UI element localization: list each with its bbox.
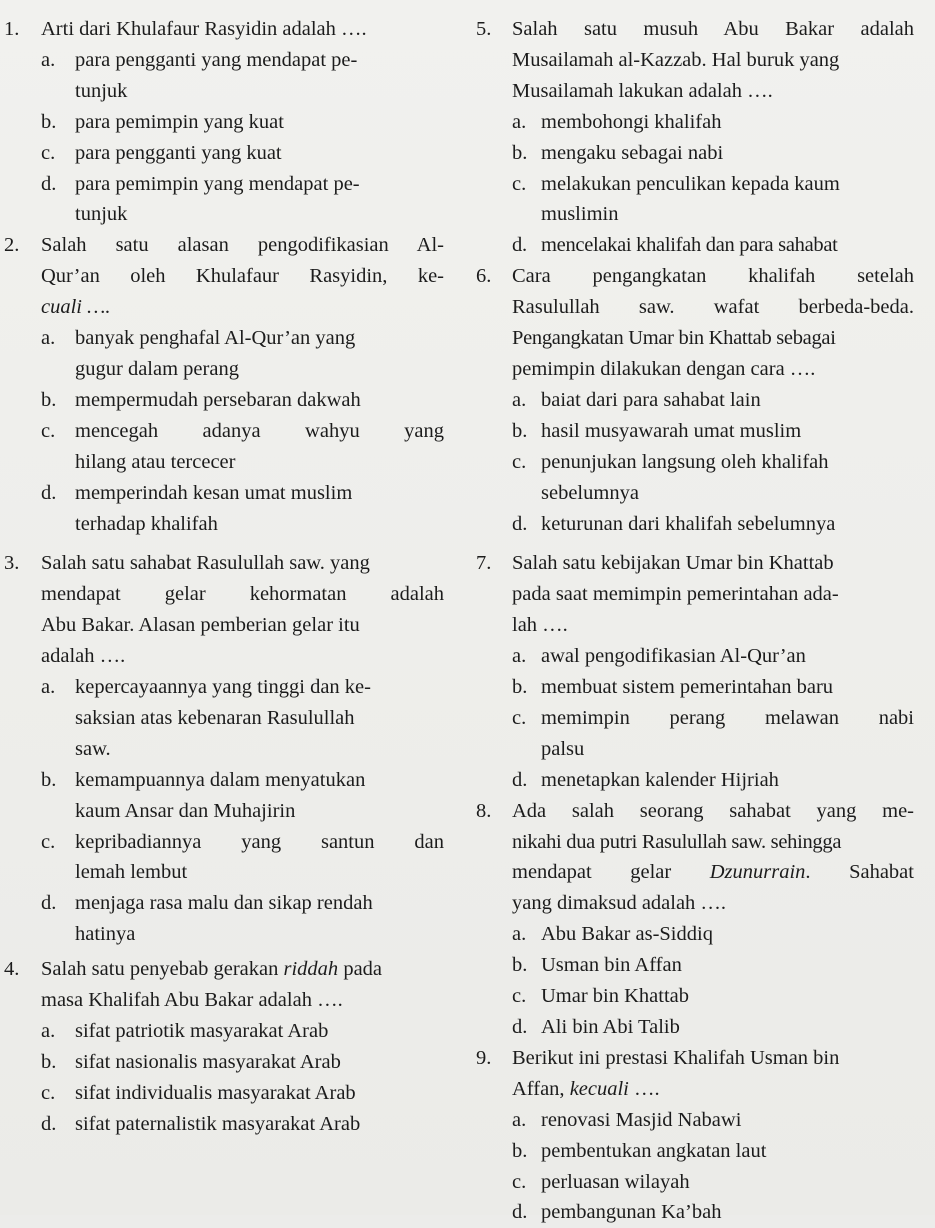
question-number: 6. xyxy=(476,265,492,288)
question-6 xyxy=(476,261,914,539)
question-stem-line: Pengangkatan Umar bin Khattab sebagai xyxy=(512,327,836,350)
question-stem: Cara pengangkatan khalifah setelah xyxy=(512,265,914,288)
option-a: a. baiat dari para sahabat lain xyxy=(512,388,761,411)
question-3 xyxy=(4,548,444,950)
question-stem-line: Affan, kecuali …. xyxy=(512,1077,660,1100)
option-b: b. hasil musyawarah umat muslim xyxy=(512,419,802,442)
question-stem: Ada salah seorang sahabat yang me- xyxy=(512,799,914,822)
question-stem: Salah satu sahabat Rasulullah saw. yang xyxy=(41,552,370,575)
option-c: c. melakukan penculikan kepada kaum muslimin xyxy=(512,172,840,226)
question-stem-line: Rasulullah saw. wafat berbeda-beda. xyxy=(512,296,914,319)
question-stem-line: yang dimaksud adalah …. xyxy=(512,892,727,915)
option-b: b. mengaku sebagai nabi xyxy=(512,141,724,164)
question-stem-line: cuali …. xyxy=(41,296,111,319)
option-c: c. para pengganti yang kuat xyxy=(41,141,282,164)
question-stem-line: Musailamah al-Kazzab. Hal buruk yang xyxy=(512,48,840,71)
question-8 xyxy=(476,796,914,1043)
question-stem: Salah satu musuh Abu Bakar adalah xyxy=(512,18,914,40)
question-number: 4. xyxy=(4,958,20,981)
option-b: b. kemampuannya dalam menyatukan kaum Ansar dan Muhajirin xyxy=(41,768,366,822)
option-c: c. memimpin perang melawan nabi palsu xyxy=(512,706,914,760)
question-stem-line: pada saat memimpin pemerintahan ada- xyxy=(512,583,839,606)
option-d: d. sifat paternalistik masyarakat Arab xyxy=(41,1112,361,1135)
question-number: 5. xyxy=(476,18,492,40)
option-d: d. memperindah kesan umat muslim terhadap khalifah xyxy=(41,481,353,535)
option-a: a. kepercayaannya yang tinggi dan ke- saksian atas kebenaran Rasulullah saw. xyxy=(41,676,371,760)
right-column xyxy=(476,14,914,1228)
option-c: c. kepribadiannya yang santun dan lemah lembut xyxy=(41,830,444,884)
option-b: b. para pemimpin yang kuat xyxy=(41,110,284,133)
option-a: a. sifat patriotik masyarakat Arab xyxy=(41,1020,329,1042)
option-b: b. membuat sistem pemerintahan baru xyxy=(512,676,834,699)
question-stem-line: nikahi dua putri Rasulullah saw. sehingga xyxy=(512,830,842,853)
option-a: a. para pengganti yang mendapat pe- tunjuk xyxy=(41,48,358,102)
option-c: c. perluasan wilayah xyxy=(512,1170,690,1193)
option-a: a. membohongi khalifah xyxy=(512,110,722,133)
question-stem-line: Qur’an oleh Khulafaur Rasyidin, ke- xyxy=(41,265,444,288)
question-number: 2. xyxy=(4,234,20,257)
option-b: b. mempermudah persebaran dakwah xyxy=(41,388,361,411)
question-stem-line: lah …. xyxy=(512,614,568,637)
question-stem: Arti dari Khulafaur Rasyidin adalah …. xyxy=(41,18,367,40)
option-c: c. Umar bin Khattab xyxy=(512,985,690,1008)
option-d: d. menetapkan kalender Hijriah xyxy=(512,768,779,791)
option-a: a. renovasi Masjid Nabawi xyxy=(512,1108,742,1131)
option-a: a. Abu Bakar as-Siddiq xyxy=(512,923,713,946)
question-stem-line: adalah …. xyxy=(41,645,126,668)
option-c: c. mencegah adanya wahyu yang hilang atau tercecer xyxy=(41,419,444,473)
question-number: 7. xyxy=(476,552,492,575)
question-number: 8. xyxy=(476,799,492,822)
question-stem: Salah satu kebijakan Umar bin Khattab xyxy=(512,552,834,575)
option-d: d. Ali bin Abi Talib xyxy=(512,1016,680,1038)
question-stem: Salah satu alasan pengodifikasian Al- xyxy=(41,234,444,257)
question-stem-line: Musailamah lakukan adalah …. xyxy=(512,79,773,102)
question-5 xyxy=(476,14,914,261)
option-a: a. banyak penghafal Al-Qur’an yang gugur dalam perang xyxy=(41,327,356,380)
question-stem: Salah satu penyebab gerakan riddah pada xyxy=(41,958,383,981)
question-stem-line: pemimpin dilakukan dengan cara …. xyxy=(512,357,816,380)
option-c: c. penunjukan langsung oleh khalifah sebelumnya xyxy=(512,450,829,504)
question-stem-line: Abu Bakar. Alasan pemberian gelar itu xyxy=(41,614,360,637)
question-4 xyxy=(4,954,444,1139)
question-stem-line: mendapat gelar kehormatan adalah xyxy=(41,583,444,606)
question-stem-line: masa Khalifah Abu Bakar adalah …. xyxy=(41,989,343,1012)
option-c: c. sifat individualis masyarakat Arab xyxy=(41,1081,356,1104)
option-d: d. mencelakai khalifah dan para sahabat xyxy=(512,234,838,257)
question-1 xyxy=(4,14,444,230)
left-column xyxy=(4,14,444,1140)
option-d: d. para pemimpin yang mendapat pe- tunjuk xyxy=(41,172,360,226)
question-stem: Berikut ini prestasi Khalifah Usman bin xyxy=(512,1046,840,1069)
question-stem-line: mendapat gelar Dzunurrain. Sahabat xyxy=(512,861,914,884)
option-a: a. awal pengodifikasian Al-Qur’an xyxy=(512,645,806,668)
question-number: 3. xyxy=(4,552,20,575)
option-b: b. pembentukan angkatan laut xyxy=(512,1139,767,1162)
question-9 xyxy=(476,1043,914,1228)
option-b: b. sifat nasionalis masyarakat Arab xyxy=(41,1050,341,1073)
question-2 xyxy=(4,230,444,539)
option-d: d. keturunan dari khalifah sebelumnya xyxy=(512,512,836,535)
option-d: d. menjaga rasa malu dan sikap rendah hatinya xyxy=(41,892,373,946)
question-7 xyxy=(476,548,914,795)
option-d: d. pembangunan Ka’bah xyxy=(512,1201,722,1224)
option-b: b. Usman bin Affan xyxy=(512,954,682,977)
question-number: 9. xyxy=(476,1046,492,1069)
question-number: 1. xyxy=(4,18,20,40)
